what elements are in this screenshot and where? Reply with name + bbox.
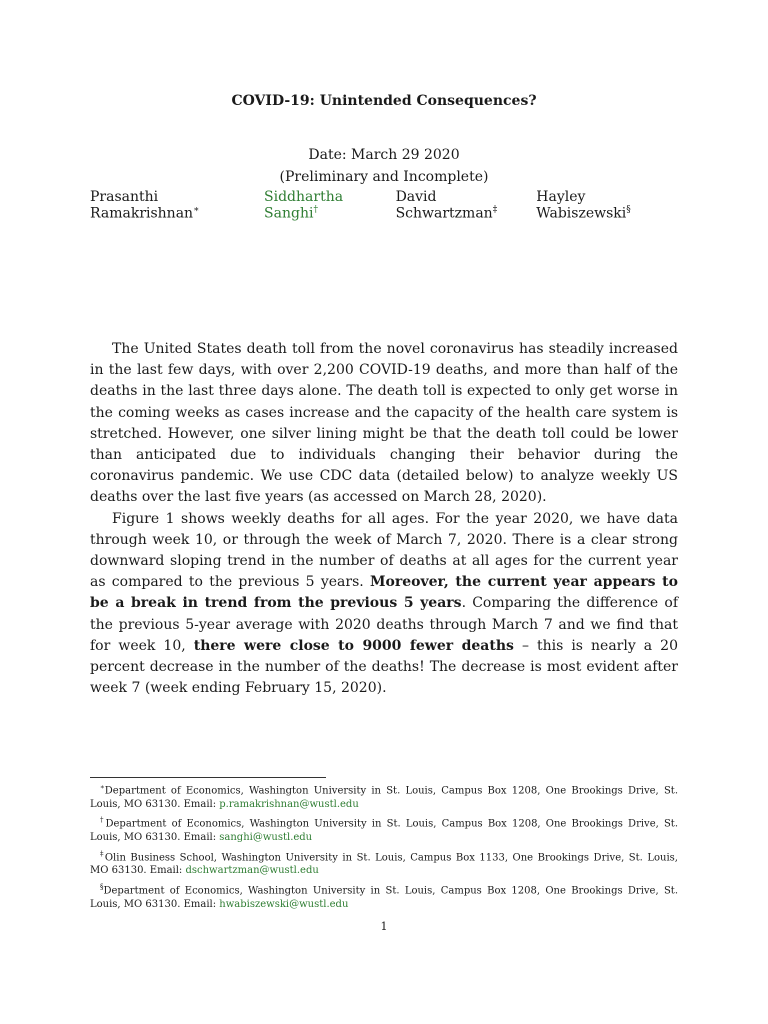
paragraph-2-text-b: . Comparing the difference of the previous 5-year average with 2020 deaths through March 7 and we find that for week 10,	[90, 595, 679, 654]
email-link[interactable]: p.ramakrishnan@wustl.edu	[219, 798, 359, 810]
footnote-4	[90, 881, 678, 911]
footnote-3	[90, 848, 678, 878]
author-name: Siddhartha Sanghi	[264, 189, 344, 222]
paragraph-2-bold-a: Moreover, the current year appears to be a break in trend from the previous 5 years	[90, 574, 678, 612]
footnote-2	[90, 814, 678, 844]
footnotes	[90, 781, 678, 914]
page-number: 1	[380, 920, 388, 933]
email-link[interactable]: sanghi@wustl.edu	[219, 832, 313, 844]
paragraph-2-text-a: Figure 1 shows weekly deaths for all ages. For the year 2020, we have data through week 10, or through the week of March 7, 2020. There is a clear strong downward sloping trend in the number of deaths at all ages for the current year as compared to the previous 5 years.	[90, 510, 678, 591]
paragraph-2-text-c: – this is nearly a 20 percent decrease in the number of the deaths! The decrease is most evident after week 7 (week ending February 15, 2020).	[90, 637, 679, 697]
body-text	[90, 339, 678, 699]
footnote-mark: §	[100, 882, 104, 891]
paper-title: COVID-19: Unintended Consequences?	[231, 93, 537, 109]
paragraph-1: The United States death toll from the novel coronavirus has steadily increased in the last few days, with over 2,200 COVID-19 deaths, and more than half of the deaths in the last three days alone. The death toll is expected to only get worse in the coming weeks as cases increase and the capacity of the health care system is stretched. However, one silver lining might be that the death toll could be lower than anticipated due to individuals changing their behavior during the coronavirus pandemic. We use CDC data (detailed below) to analyze weekly US deaths over the last five years (as accessed on March 28, 2020).	[90, 341, 678, 506]
email-link[interactable]: dschwartzman@wustl.edu	[185, 865, 319, 877]
footnote-mark: ‡	[100, 849, 105, 858]
author-mark: §	[626, 205, 631, 215]
author-name: David Schwartzman	[395, 189, 493, 222]
paragraph-2-bold-b: there were close to 9000 fewer deaths	[193, 637, 514, 654]
author-list	[90, 189, 678, 222]
paragraph-2	[90, 509, 678, 700]
footnote-divider	[90, 777, 326, 778]
author-3	[396, 189, 537, 222]
author-mark: †	[313, 205, 318, 215]
footnote-text: Department of Economics, Washington University in St. Louis, Campus Box 1208, One Brookings Drive, St. Louis, MO 63130. Email:	[90, 818, 679, 844]
footnote-1	[90, 781, 678, 811]
paper-status: (Preliminary and Incomplete)	[279, 169, 489, 185]
paper-date: Date: March 29 2020	[308, 147, 460, 163]
footnote-text: Department of Economics, Washington University in St. Louis, Campus Box 1208, One Brookings Drive, St. Louis, MO 63130. Email:	[90, 885, 678, 910]
author-name: Prasanthi Ramakrishnan	[90, 189, 194, 222]
footnote-mark: †	[100, 816, 106, 825]
email-link[interactable]: hwabiszewski@wustl.edu	[219, 898, 349, 910]
author-4	[536, 189, 678, 222]
author-name: Hayley Wabiszewski	[536, 189, 627, 222]
footnote-mark: ∗	[100, 783, 105, 791]
author-1	[90, 189, 264, 222]
author-mark: ∗	[193, 205, 200, 215]
author-mark: ‡	[492, 205, 498, 215]
footnote-text: Olin Business School, Washington University in St. Louis, Campus Box 1133, One Brookings Drive, St. Louis, MO 63130. Email:	[90, 851, 678, 877]
footnote-text: Department of Economics, Washington University in St. Louis, Campus Box 1208, One Brookings Drive, St. Louis, MO 63130. Email:	[90, 785, 678, 810]
author-2-link[interactable]	[264, 189, 396, 222]
